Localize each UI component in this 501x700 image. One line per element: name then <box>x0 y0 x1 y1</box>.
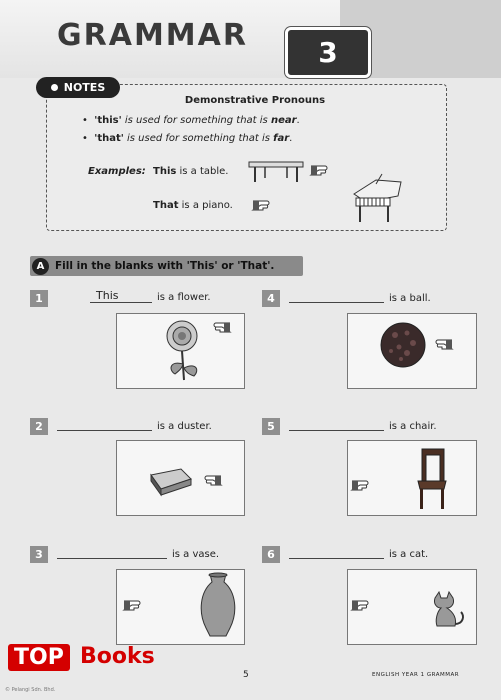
vase-icon <box>196 572 240 638</box>
rule-text: is used for something that is <box>123 133 274 144</box>
hand-pointer-icon <box>195 472 223 488</box>
rule-text: is used for something that is <box>121 115 271 126</box>
question-text: is a flower. <box>157 292 211 303</box>
logo-books: Books <box>80 644 155 669</box>
table-icon <box>247 158 307 184</box>
answer-blank[interactable] <box>289 290 384 303</box>
section-a-header <box>30 256 303 276</box>
answer-blank[interactable] <box>57 418 152 431</box>
example-text: is a table. <box>176 166 229 177</box>
question-text: is a vase. <box>172 549 220 560</box>
rule-that: • 'that' is used for something that is far. <box>82 133 293 144</box>
example-text: is a piano. <box>178 200 233 211</box>
question-number: 5 <box>262 418 280 435</box>
book-title-footer: ENGLISH YEAR 1 GRAMMAR <box>372 672 460 678</box>
ball-icon <box>379 321 427 369</box>
hand-pointer-icon <box>204 319 232 335</box>
logo-top: TOP <box>8 644 70 671</box>
question-text: is a chair. <box>389 421 437 432</box>
rule-emphasis: near <box>270 115 297 126</box>
hand-pointer-icon <box>122 597 150 613</box>
rule-word: 'this' <box>94 115 122 126</box>
bullet-dot-icon <box>51 84 58 91</box>
rule-this: • 'this' is used for something that is near. <box>82 115 300 126</box>
answer-blank[interactable] <box>289 546 384 559</box>
example-word: That <box>153 200 179 211</box>
question-number: 2 <box>30 418 48 435</box>
notes-label-text: NOTES <box>63 81 106 94</box>
answer-blank[interactable] <box>90 290 152 303</box>
question-text: is a cat. <box>389 549 429 560</box>
question-text: is a ball. <box>389 293 431 304</box>
rule-emphasis: far <box>273 133 290 144</box>
question-text: is a duster. <box>157 421 212 432</box>
hand-pointer-icon <box>251 197 279 213</box>
page-title: GRAMMAR <box>57 18 248 53</box>
hand-pointer-icon <box>426 336 454 352</box>
answer-blank[interactable] <box>57 546 167 559</box>
example-piano <box>153 200 233 211</box>
question-number: 4 <box>262 290 280 307</box>
flower-icon <box>160 318 210 384</box>
example-word: This <box>153 166 177 177</box>
examples-label: Examples: <box>88 166 146 177</box>
hand-pointer-icon <box>350 477 378 493</box>
publisher-credit: © Pelangi Sdn. Bhd. <box>5 687 56 693</box>
section-instruction: Fill in the blanks with 'This' or 'That'. <box>55 260 275 272</box>
page-number: 5 <box>243 670 249 680</box>
hand-pointer-icon <box>309 162 337 178</box>
answer-blank[interactable] <box>289 418 384 431</box>
piano-icon <box>346 172 406 224</box>
notes-label <box>36 77 120 98</box>
notes-heading: Demonstrative Pronouns <box>184 95 326 106</box>
rule-word: 'that' <box>94 133 124 144</box>
question-number: 1 <box>30 290 48 307</box>
answer-text: This <box>96 289 119 302</box>
duster-icon <box>147 467 195 497</box>
hand-pointer-icon <box>350 597 378 613</box>
chapter-number: 3 <box>285 27 371 78</box>
example-table <box>153 166 229 177</box>
section-letter: A <box>32 258 49 275</box>
cat-icon <box>427 590 467 630</box>
question-number: 6 <box>262 546 280 563</box>
chair-icon <box>414 447 450 511</box>
question-number: 3 <box>30 546 48 563</box>
